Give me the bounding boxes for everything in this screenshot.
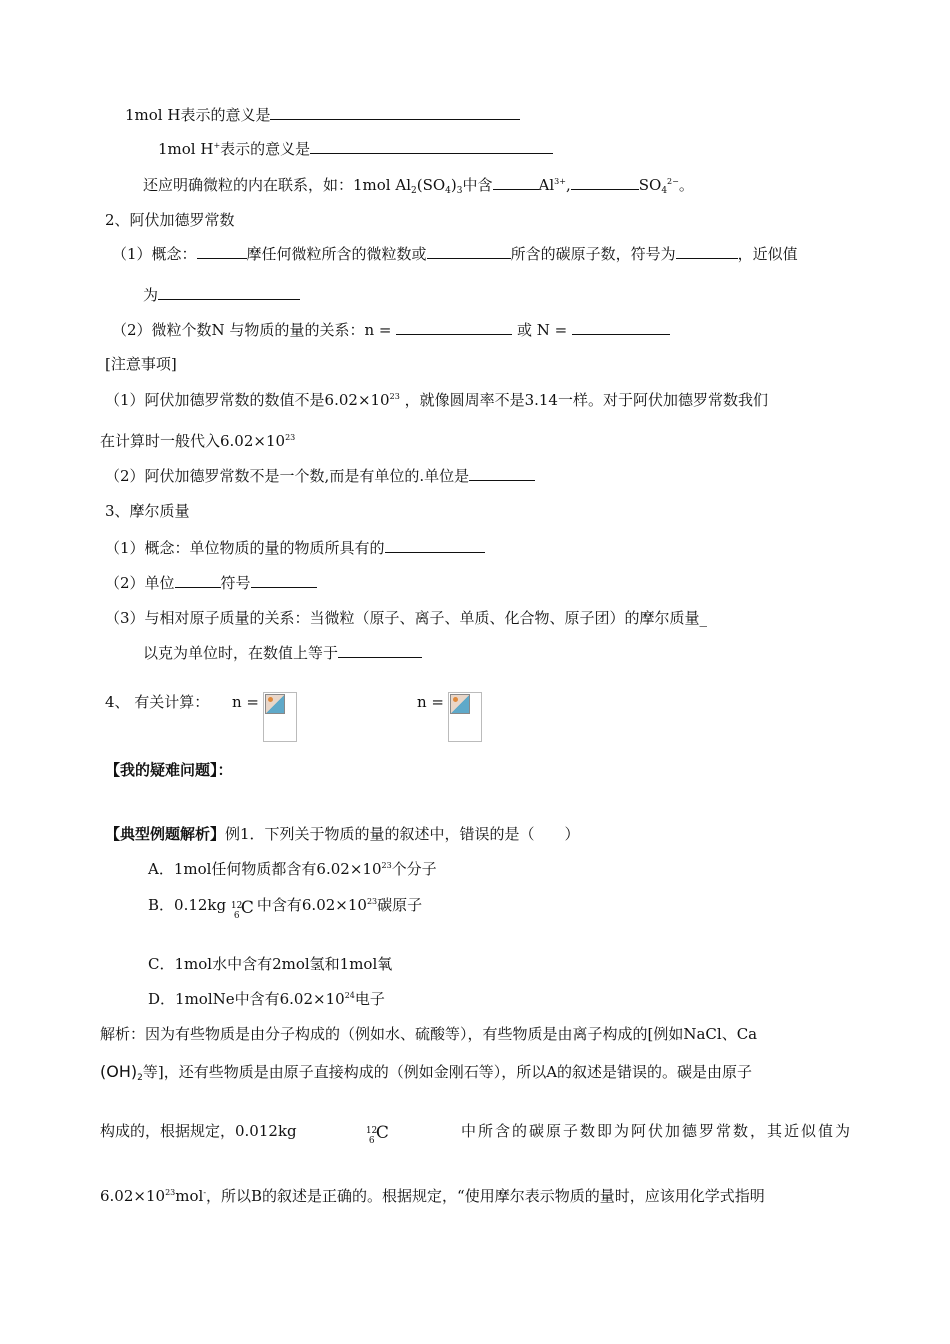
text: n =: [232, 693, 259, 711]
text: （2）阿伏加德: [105, 467, 205, 485]
blank[interactable]: [427, 244, 511, 259]
example-label: 【典型例题解析】: [105, 825, 226, 843]
text: 在计算时一般代入6.02×10: [100, 432, 286, 450]
example-question: 例1．下列关于物质的量的叙述中，错误的是（ ）: [225, 825, 580, 843]
text: 以克为单位时，在数值上等于: [143, 644, 339, 662]
blank[interactable]: [385, 538, 485, 553]
carbon-12-isotope: [365, 1121, 392, 1146]
text: 碳原子: [377, 896, 423, 914]
blank[interactable]: [469, 466, 535, 481]
blank[interactable]: [310, 139, 553, 154]
text: 还应明确微粒的内在联系，如：1mol Al: [143, 176, 411, 194]
text: 电子: [354, 990, 385, 1008]
text: 的: [369, 539, 385, 557]
text: (OH): [100, 1062, 138, 1081]
subscript: 3: [456, 186, 463, 196]
text: 罗常数不是一个数,而是有单位的.单位是: [204, 467, 470, 485]
text: 1mol H表示的意义是: [125, 106, 271, 124]
broken-image-icon: [263, 692, 297, 742]
blank[interactable]: [158, 285, 300, 300]
text: D．1molNe中含有6.02×10: [148, 990, 345, 1008]
line-concept-cont: [143, 285, 300, 305]
text: ): [450, 176, 457, 194]
blank[interactable]: [270, 105, 520, 120]
text: 解析：因为有些物质是由分子构成的（例如水、硫酸等），有些物质是由离子构成的[例如NaCl、Ca: [100, 1025, 758, 1043]
analysis-line-2: [100, 1062, 752, 1082]
notes-heading: [注意事项]: [105, 355, 177, 373]
text: (SO: [416, 176, 446, 194]
superscript: 24: [344, 991, 355, 1000]
text: ，就像圆周率不是3.14一样。对于阿伏加德罗常数我们: [399, 391, 768, 409]
superscript: 3+: [554, 177, 566, 186]
text: 中所含的碳原子数即为阿伏加德罗常数，其近似值为: [460, 1122, 852, 1140]
blank[interactable]: [571, 175, 639, 190]
line-1mol-h: [125, 105, 520, 125]
line-concept: [112, 244, 798, 264]
molar-mass-relation-cont: [143, 643, 422, 663]
text: 构成的，根据规定，0.012kg: [100, 1122, 297, 1140]
analysis-line-3: [100, 1121, 852, 1146]
section-heading-molar-mass: 3、摩尔质量: [105, 502, 190, 520]
molar-mass-unit: [105, 573, 317, 593]
broken-image-icon: [448, 692, 482, 742]
option-a[interactable]: [148, 859, 437, 879]
example-heading: [105, 824, 580, 844]
blank[interactable]: [175, 573, 221, 588]
text: （2）单位: [105, 574, 175, 592]
my-questions-heading: 【我的疑难问题】：: [105, 761, 233, 779]
text: ，所以B的叙述是正确的。根据规定，“使用摩尔表示物质的量时，应该用化学式指明: [206, 1187, 765, 1205]
blank[interactable]: [572, 320, 670, 335]
analysis-line-1: [100, 1024, 757, 1044]
text: 中含: [462, 176, 493, 194]
text: Al: [538, 176, 555, 194]
note-1: [105, 390, 768, 410]
text: （2）微粒个数N 与物质的量的关系：n =: [112, 321, 397, 339]
molar-mass-concept: [105, 538, 485, 558]
text: 或 N =: [512, 321, 572, 339]
superscript: +: [213, 141, 221, 150]
isotope-number: 6: [368, 1136, 375, 1146]
superscript: 23: [165, 1188, 176, 1197]
text: （1）概念：单位物质的量的物质所具有: [105, 539, 370, 557]
text: 中含有6.02×10: [256, 896, 367, 914]
blank[interactable]: [197, 244, 247, 259]
text: A．1mol任何物质都含有6.02×10: [148, 860, 382, 878]
subscript: 4: [661, 186, 668, 196]
text: B．0.12kg: [148, 896, 231, 914]
section-heading-avogadro: 2、阿伏加德罗常数: [105, 211, 235, 229]
text: 所含的碳原子数，符号为: [510, 245, 676, 263]
text: 为: [143, 286, 159, 304]
option-b[interactable]: [148, 895, 423, 921]
text: 符号: [220, 574, 251, 592]
line-al2so43: [143, 175, 694, 195]
blank[interactable]: [251, 573, 317, 588]
text: 4、 有关计算：: [105, 693, 210, 711]
text: （3）与相对原子质量的关系：当微粒（原子、离子、单质、化合物、原子团）的摩尔质量_: [105, 609, 708, 627]
section-heading-calculation: [105, 692, 209, 712]
text: ,: [565, 176, 571, 194]
superscript: 23: [389, 392, 400, 401]
text: ，近似值: [737, 245, 798, 263]
blank[interactable]: [676, 244, 738, 259]
text: 等]，还有些物质是由原子直接构成的（例如金刚石等），所以A的叙述是错误的。碳是由原子: [142, 1063, 753, 1081]
text: （1）阿伏加德罗: [105, 391, 220, 409]
text: C．1mol水中含有2mol氢和1mol氧: [148, 955, 393, 973]
text: 6.02×10: [100, 1187, 166, 1205]
text: 1mol H: [158, 140, 214, 158]
blank[interactable]: [493, 175, 539, 190]
text: 个分子: [391, 860, 437, 878]
carbon-12-isotope: [230, 896, 257, 921]
isotope-number: 6: [233, 911, 240, 921]
subscript: 4: [445, 186, 451, 196]
subscript: 2: [411, 186, 417, 196]
text: 摩任何微粒所含的微粒数或: [246, 245, 427, 263]
molar-mass-relation: [105, 608, 707, 628]
isotope-mass: 12: [230, 901, 243, 911]
text: n =: [417, 693, 444, 711]
superscript: 23: [366, 897, 378, 906]
option-c[interactable]: [148, 954, 392, 974]
superscript: 23: [285, 433, 296, 442]
formula-n-2: [417, 692, 482, 742]
superscript: 2−: [667, 177, 679, 186]
superscript: -: [203, 1188, 207, 1197]
text: mol: [175, 1187, 204, 1205]
note-2: [105, 466, 535, 486]
text: 表示的意义是: [220, 140, 311, 158]
text: SO: [638, 176, 662, 194]
option-d[interactable]: [148, 989, 385, 1009]
superscript: 23: [381, 861, 392, 870]
isotope-symbol: C: [375, 1123, 389, 1143]
blank[interactable]: [338, 643, 422, 658]
isotope-mass: 12: [365, 1126, 378, 1136]
text: （1）概念：: [112, 245, 197, 263]
note-1-cont: [100, 431, 295, 451]
text: 。: [678, 176, 694, 194]
line-1mol-h-plus: [158, 139, 553, 159]
blank[interactable]: [396, 320, 512, 335]
analysis-line-4: [100, 1186, 765, 1206]
text: 常数的数值不是6.02×10: [219, 391, 390, 409]
line-relation: [112, 320, 670, 340]
isotope-symbol: C: [240, 898, 254, 918]
subscript: 2: [137, 1073, 143, 1083]
formula-n-1: [232, 692, 297, 742]
